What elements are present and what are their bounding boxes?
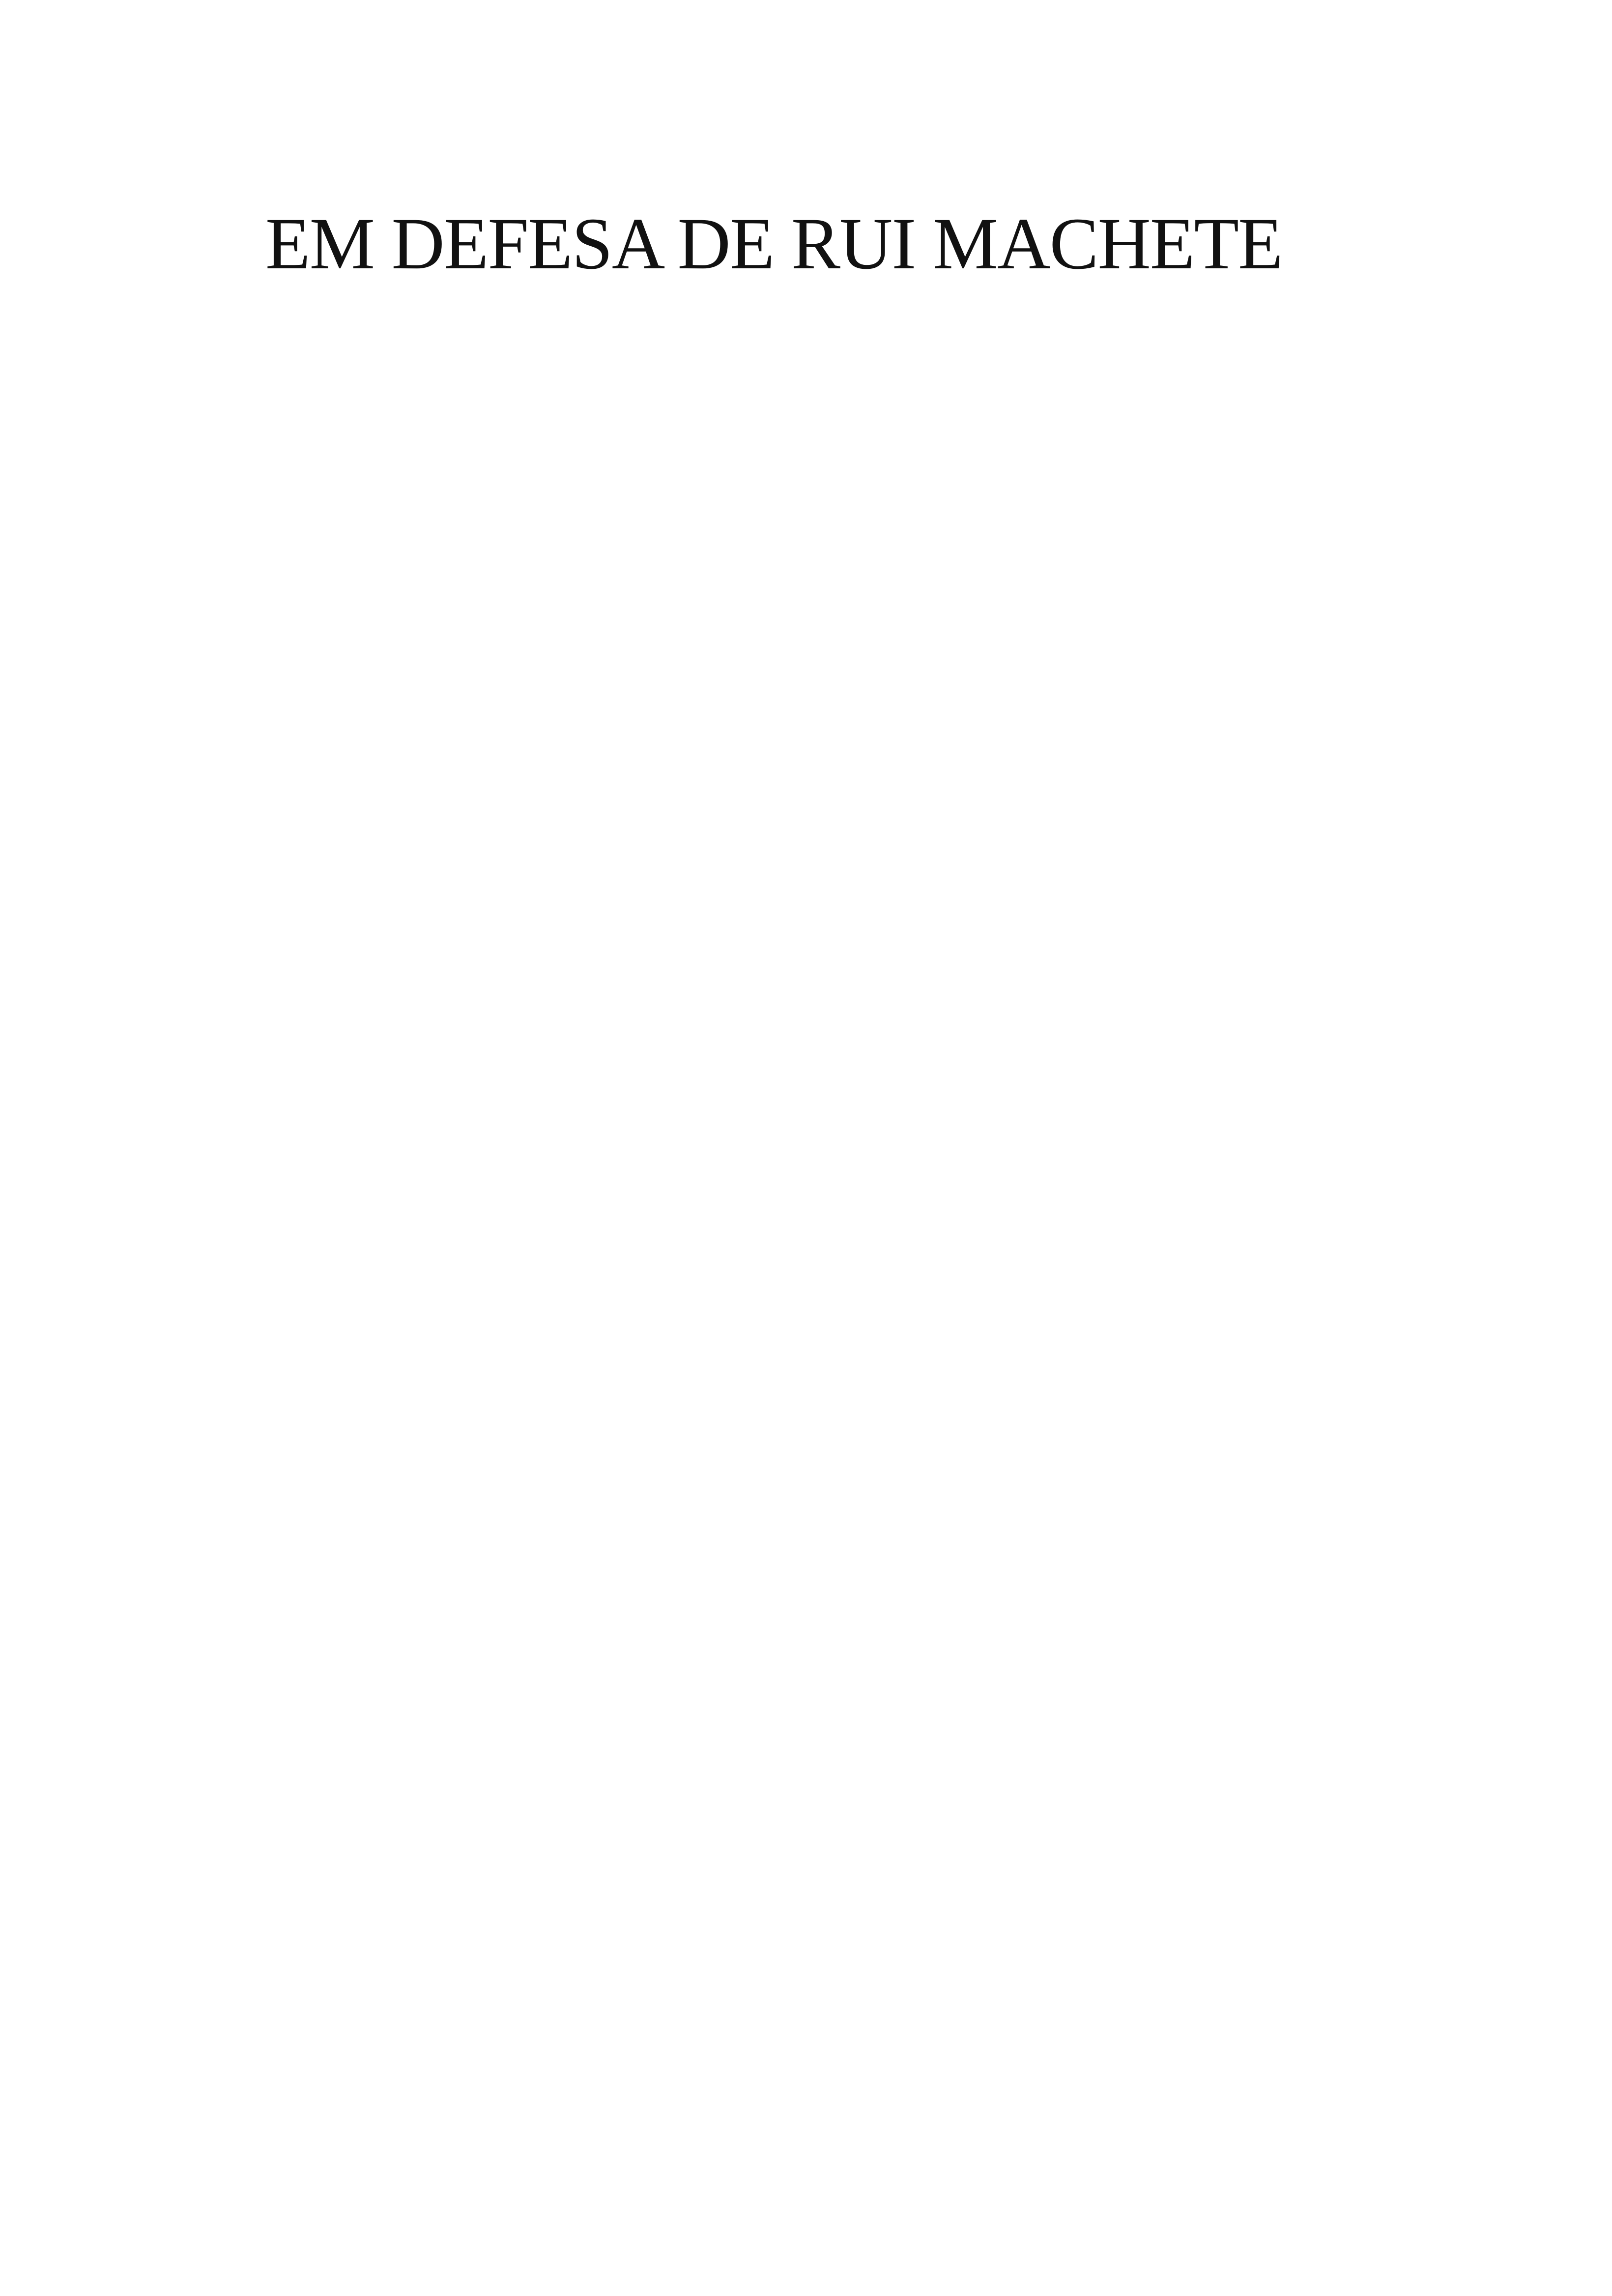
- kicker: EM DEFESA DE RUI MACHETE: [265, 203, 1282, 285]
- newspaper-article: [88, 39, 1514, 2251]
